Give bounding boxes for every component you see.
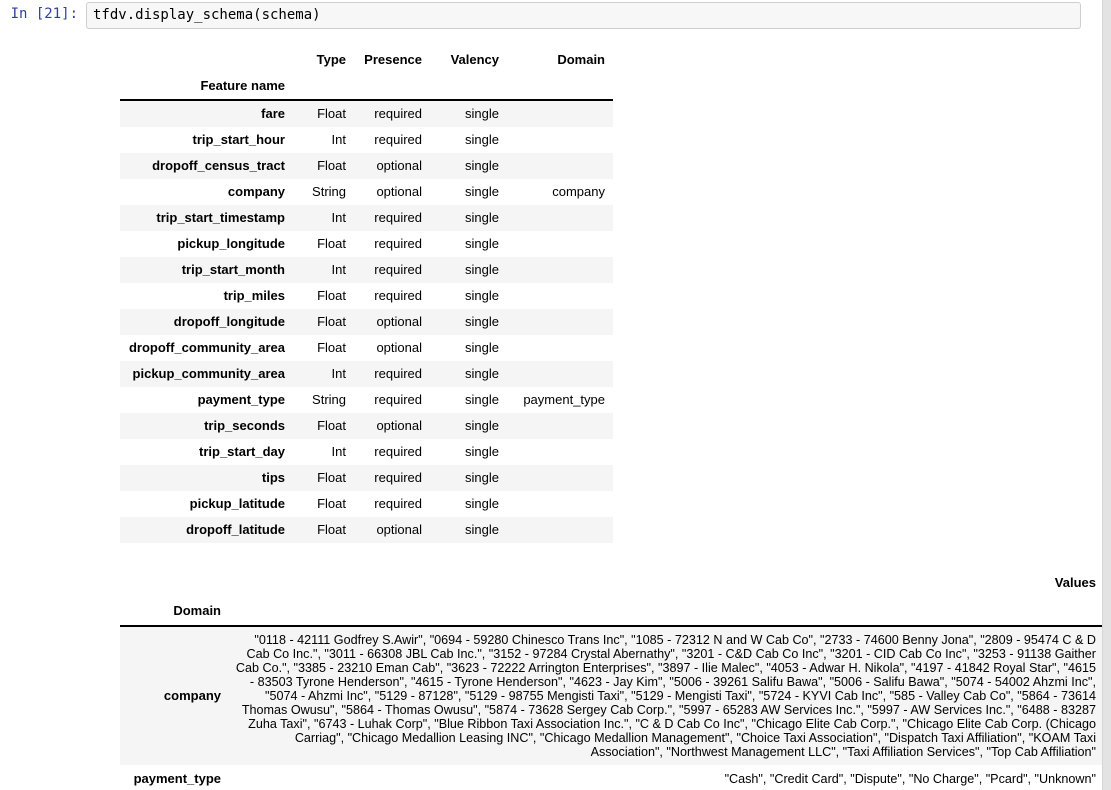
presence-cell: optional bbox=[376, 314, 422, 329]
schema-table bbox=[120, 47, 613, 543]
schema-table-row bbox=[120, 309, 613, 335]
schema-table-row bbox=[120, 205, 613, 231]
presence-cell: required bbox=[374, 132, 422, 147]
domain-table-header bbox=[120, 569, 1102, 626]
column-header-domain: Domain bbox=[557, 52, 605, 67]
domain-table-body bbox=[120, 626, 1102, 790]
presence-cell: optional bbox=[376, 158, 422, 173]
domain-cell bbox=[507, 205, 613, 231]
valency-cell: single bbox=[465, 288, 499, 303]
presence-cell: required bbox=[374, 470, 422, 485]
domain-cell bbox=[507, 491, 613, 517]
type-cell: Int bbox=[331, 444, 346, 459]
feature-name-cell: dropoff_latitude bbox=[186, 522, 285, 537]
valency-cell: single bbox=[465, 210, 499, 225]
domain-cell bbox=[507, 231, 613, 257]
feature-name-cell: dropoff_census_tract bbox=[152, 158, 285, 173]
type-cell: Float bbox=[317, 236, 346, 251]
schema-table-row bbox=[120, 257, 613, 283]
column-header-valency: Valency bbox=[450, 52, 499, 67]
valency-cell: single bbox=[465, 392, 499, 407]
feature-name-cell: company bbox=[227, 184, 285, 199]
feature-name-cell: trip_start_month bbox=[181, 262, 285, 277]
domain-name-cell: company bbox=[163, 688, 221, 703]
valency-cell: single bbox=[465, 106, 499, 121]
domain-cell bbox=[507, 413, 613, 439]
valency-cell: single bbox=[465, 314, 499, 329]
type-cell: Float bbox=[317, 288, 346, 303]
valency-cell: single bbox=[465, 236, 499, 251]
valency-cell: single bbox=[465, 444, 499, 459]
schema-table-row bbox=[120, 153, 613, 179]
schema-table-row bbox=[120, 413, 613, 439]
type-cell: Float bbox=[317, 496, 346, 511]
type-cell: Int bbox=[331, 210, 346, 225]
code-text: tfdv.display_schema(schema) bbox=[93, 7, 321, 23]
domain-values-table bbox=[120, 569, 1102, 790]
schema-table-row bbox=[120, 387, 613, 413]
schema-table-row bbox=[120, 465, 613, 491]
feature-name-cell: tips bbox=[261, 470, 285, 485]
feature-name-cell: pickup_longitude bbox=[177, 236, 285, 251]
domain-index-name-row bbox=[120, 597, 1102, 626]
feature-name-cell: fare bbox=[261, 106, 285, 121]
type-cell: Float bbox=[317, 340, 346, 355]
schema-table-row bbox=[120, 179, 613, 205]
execution-prompt: In [21]: bbox=[10, 6, 78, 22]
presence-cell: optional bbox=[376, 184, 422, 199]
vertical-scrollbar[interactable] bbox=[1102, 0, 1111, 790]
domain-cell: company bbox=[552, 184, 605, 199]
feature-name-cell: trip_start_timestamp bbox=[156, 210, 285, 225]
schema-table-row bbox=[120, 361, 613, 387]
valency-cell: single bbox=[465, 262, 499, 277]
type-cell: Float bbox=[317, 522, 346, 537]
type-cell: Int bbox=[331, 366, 346, 381]
domain-table-row bbox=[120, 765, 1102, 790]
valency-cell: single bbox=[465, 340, 499, 355]
domain-cell bbox=[507, 309, 613, 335]
domain-cell bbox=[507, 439, 613, 465]
schema-table-body bbox=[120, 100, 613, 543]
presence-cell: required bbox=[374, 366, 422, 381]
type-cell: String bbox=[312, 184, 346, 199]
type-cell: Float bbox=[317, 158, 346, 173]
cell-output bbox=[120, 47, 1111, 790]
valency-cell: single bbox=[465, 522, 499, 537]
feature-name-cell: dropoff_longitude bbox=[173, 314, 285, 329]
domain-cell bbox=[507, 100, 613, 127]
presence-cell: optional bbox=[376, 418, 422, 433]
domain-cell bbox=[507, 283, 613, 309]
domain-header-row bbox=[120, 569, 1102, 597]
feature-name-cell: dropoff_community_area bbox=[128, 340, 285, 355]
type-cell: Int bbox=[331, 132, 346, 147]
domain-table-row bbox=[120, 626, 1102, 765]
feature-name-cell: trip_start_hour bbox=[192, 132, 285, 147]
code-input[interactable] bbox=[86, 2, 1081, 29]
domain-values-cell: "Cash", "Credit Card", "Dispute", "No Charge", "Pcard", "Unknown" bbox=[724, 772, 1096, 786]
presence-cell: required bbox=[374, 288, 422, 303]
domain-cell bbox=[507, 517, 613, 543]
valency-cell: single bbox=[465, 366, 499, 381]
schema-index-name-row bbox=[120, 73, 613, 100]
index-name-label: Feature name bbox=[200, 78, 285, 93]
blank-header-cell bbox=[120, 569, 227, 597]
domain-cell bbox=[507, 127, 613, 153]
domain-name-cell: payment_type bbox=[133, 771, 221, 786]
schema-table-row bbox=[120, 100, 613, 127]
blank-header-cell bbox=[120, 47, 293, 73]
type-cell: Float bbox=[317, 470, 346, 485]
schema-header-row bbox=[120, 47, 613, 73]
feature-name-cell: trip_miles bbox=[223, 288, 285, 303]
column-header-type: Type bbox=[316, 52, 346, 67]
type-cell: Int bbox=[331, 262, 346, 277]
feature-name-cell: pickup_latitude bbox=[189, 496, 285, 511]
type-cell: Float bbox=[317, 314, 346, 329]
presence-cell: required bbox=[374, 496, 422, 511]
schema-table-row bbox=[120, 127, 613, 153]
valency-cell: single bbox=[465, 158, 499, 173]
column-header-presence: Presence bbox=[364, 52, 422, 67]
valency-cell: single bbox=[465, 132, 499, 147]
schema-table-row bbox=[120, 335, 613, 361]
type-cell: String bbox=[312, 392, 346, 407]
index-name-label: Domain bbox=[173, 603, 221, 618]
presence-cell: required bbox=[374, 210, 422, 225]
schema-table-row bbox=[120, 517, 613, 543]
valency-cell: single bbox=[465, 470, 499, 485]
domain-cell bbox=[507, 257, 613, 283]
presence-cell: optional bbox=[376, 340, 422, 355]
feature-name-cell: pickup_community_area bbox=[132, 366, 285, 381]
valency-cell: single bbox=[465, 418, 499, 433]
domain-cell bbox=[507, 153, 613, 179]
presence-cell: required bbox=[374, 236, 422, 251]
presence-cell: required bbox=[374, 106, 422, 121]
presence-cell: required bbox=[374, 392, 422, 407]
feature-name-cell: payment_type bbox=[197, 392, 285, 407]
valency-cell: single bbox=[465, 496, 499, 511]
type-cell: Float bbox=[317, 106, 346, 121]
type-cell: Float bbox=[317, 418, 346, 433]
presence-cell: required bbox=[374, 444, 422, 459]
schema-table-row bbox=[120, 283, 613, 309]
column-header-values: Values bbox=[1054, 575, 1096, 590]
schema-table-row bbox=[120, 491, 613, 517]
domain-cell bbox=[507, 465, 613, 491]
domain-cell bbox=[507, 335, 613, 361]
domain-cell: payment_type bbox=[523, 392, 605, 407]
valency-cell: single bbox=[465, 184, 499, 199]
presence-cell: required bbox=[374, 262, 422, 277]
schema-table-row bbox=[120, 231, 613, 257]
schema-table-header bbox=[120, 47, 613, 100]
domain-values-cell: "0118 - 42111 Godfrey S.Awir", "0694 - 59280 Chinesco Trans Inc", "1085 - 72312 N and W Cab Co", "2733 - 74600 Benny Jona", "2809 - 95474 C & D Cab Co Inc.", "3011 - 66308 JBL Cab Inc.", "3152 - 97284 Crystal Abernathy", "3201 - C&D Cab Co Inc", "3201 - CID Cab Co Inc", "3253 - 91138 Gaither Cab Co.", "3385 - 23210 Eman Cab", "3623 - 72222 Arrington Enterprises", "3897 - Ilie Malec", "4053 - Adwar H. Nikola", "4197 - 41842 Royal Star", "4615 - 83503 Tyrone Henderson", "4615 - Tyrone Henderson", "4623 - Jay Kim", "5006 - 39261 Salifu Bawa", "5006 - Salifu Bawa", "5074 - 54002 Ahzmi Inc", "5074 - Ahzmi Inc", "5129 - 87128", "5129 - 98755 Mengisti Taxi", "5129 - Mengisti Taxi", "5724 - KYVI Cab Inc", "585 - Valley Cab Co", "5864 - 73614 Thomas Owusu", "5864 - Thomas Owusu", "5874 - 73628 Sergey Cab Corp.", "5997 - 65283 AW Services Inc.", "5997 - AW Services Inc.", "6488 - 83287 Zuha Taxi", "6743 - Luhak Corp", "Blue Ribbon Taxi Association Inc.", "C & D Cab Co Inc", "Chicago Elite Cab Corp.", "Chicago Elite Cab Corp. (Chicago Carriag", "Chicago Medallion Leasing INC", "Chicago Medallion Management", "Choice Taxi Association", "Dispatch Taxi Affiliation", "KOAM Taxi Association", "Northwest Management LLC", "Taxi Affiliation Services", "Top Cab Affiliation" bbox=[235, 633, 1096, 759]
feature-name-cell: trip_seconds bbox=[204, 418, 285, 433]
schema-table-row bbox=[120, 439, 613, 465]
code-cell bbox=[0, 0, 1111, 29]
feature-name-cell: trip_start_day bbox=[199, 444, 285, 459]
domain-cell bbox=[507, 361, 613, 387]
presence-cell: optional bbox=[376, 522, 422, 537]
